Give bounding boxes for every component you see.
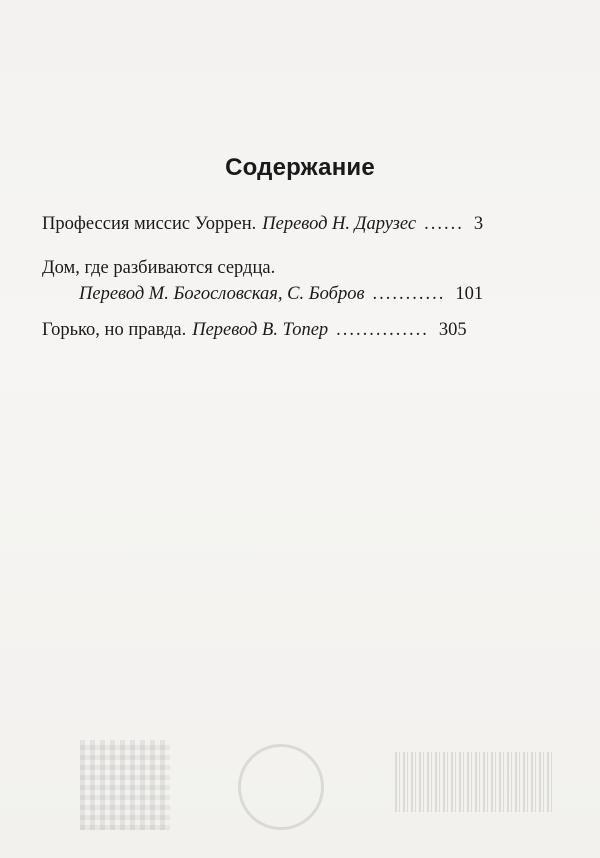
toc-entry-title: Дом, где разбиваются сердца. — [42, 258, 276, 278]
toc-leader-dots: ...... — [424, 214, 464, 234]
toc-entry — [42, 320, 467, 341]
toc-entry-translator: Перевод В. Топер — [192, 320, 329, 340]
barcode-show-through — [395, 752, 555, 812]
toc-entry-continuation — [79, 284, 483, 305]
page-title: Содержание — [225, 154, 375, 181]
toc-leader-dots: .............. — [336, 320, 429, 340]
toc-leader-dots: ........... — [372, 284, 446, 304]
toc-page-number: 305 — [438, 320, 467, 340]
toc-entry — [42, 214, 483, 235]
toc-entry-translator: Перевод М. Богословская, С. Бобров — [79, 284, 365, 304]
toc-entry-translator: Перевод Н. Дарузес — [262, 214, 417, 234]
toc-entry-title: Горько, но правда. — [42, 320, 187, 340]
toc-page-number: 3 — [473, 214, 484, 234]
toc-entry-title: Профессия миссис Уоррен. — [42, 214, 257, 234]
age-rating-show-through — [238, 744, 324, 830]
toc-entry — [42, 258, 275, 279]
qr-code-show-through — [80, 740, 170, 830]
toc-page-number: 101 — [455, 284, 484, 304]
